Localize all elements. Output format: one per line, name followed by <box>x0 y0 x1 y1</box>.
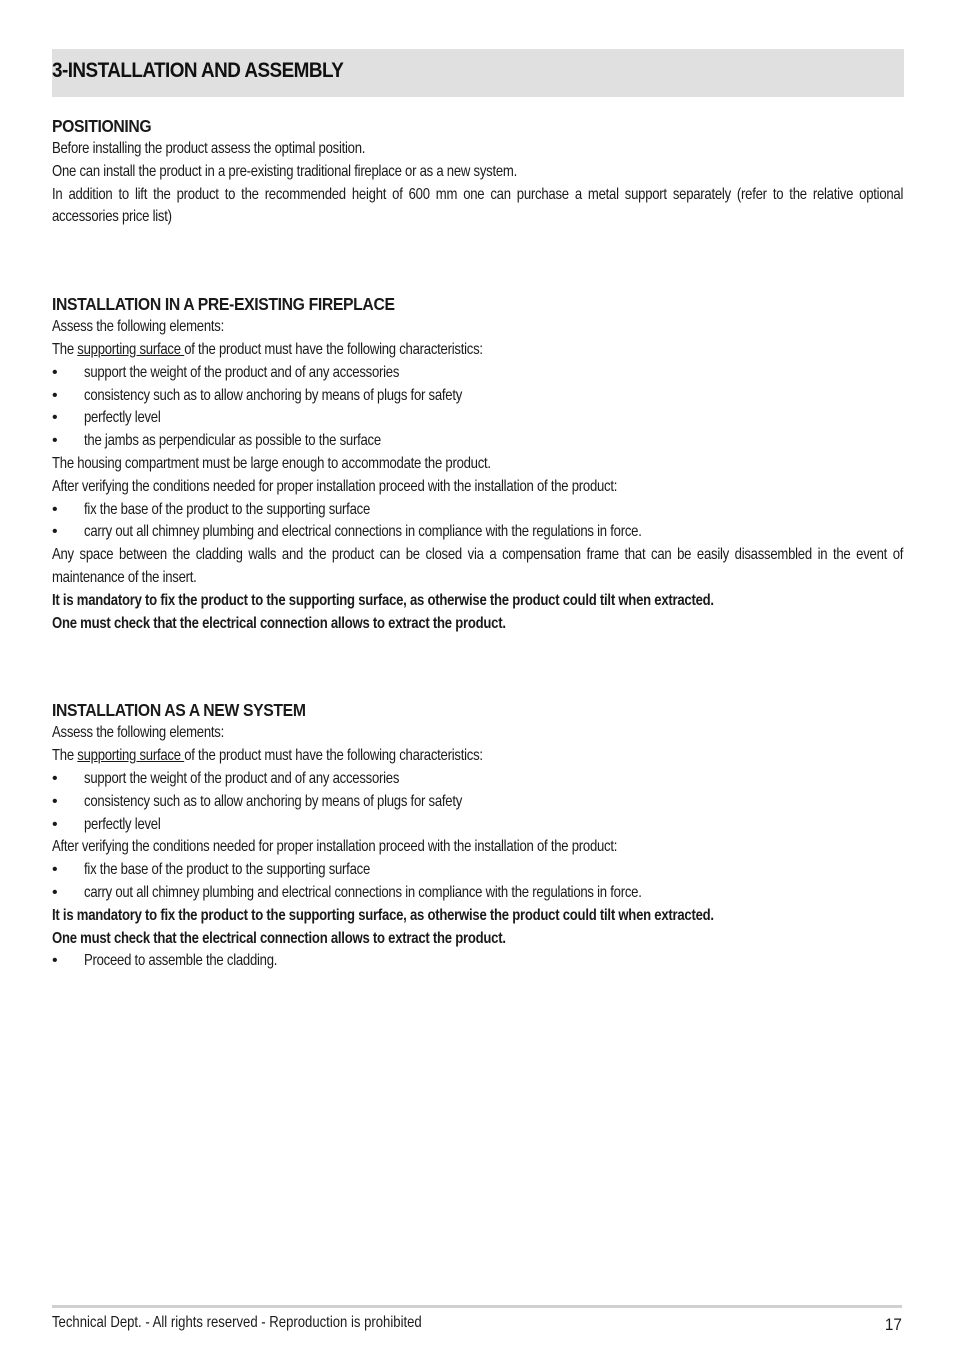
section-title-bar <box>52 49 904 97</box>
bullet-icon: • <box>52 883 58 901</box>
text-line: One can install the product in a pre-existing traditional fireplace or as a new system. <box>52 162 518 180</box>
list-item-text: fix the base of the product to the supporting surface <box>84 861 371 879</box>
bullet-icon: • <box>52 432 58 450</box>
bullet-icon: • <box>52 386 58 404</box>
list-item <box>52 521 904 544</box>
text-line <box>52 745 751 768</box>
text-line: Before installing the product assess the optimal position. <box>52 140 366 157</box>
text-paragraph: Any space between the cladding walls and the product can be closed via a compensation frame that can be easily disassembled in the event of maintenance of the insert. <box>52 546 904 586</box>
pre-existing-fireplace-section <box>52 292 904 635</box>
list-item-text: consistency such as to allow anchoring by means of plugs for safety <box>84 386 463 404</box>
document-body <box>52 114 904 973</box>
list-item-text: perfectly level <box>84 409 161 427</box>
text-line: After verifying the conditions needed for proper installation proceed with the installation of the product: <box>52 477 618 495</box>
warning-text: It is mandatory to fix the product to the supporting surface, as otherwise the product could tilt when extracted. <box>52 591 714 609</box>
list-item-text: perfectly level <box>84 815 161 833</box>
text-fragment: The <box>52 747 78 765</box>
list-item-text: the jambs as perpendicular as possible to the surface <box>84 432 381 450</box>
section-heading-new-system: INSTALLATION AS A NEW SYSTEM <box>52 700 306 721</box>
list-item <box>52 882 904 905</box>
list-item <box>52 768 904 791</box>
new-system-section <box>52 698 904 973</box>
underlined-term: supporting surface <box>77 340 185 358</box>
bullet-icon: • <box>52 861 58 879</box>
text-line: After verifying the conditions needed for proper installation proceed with the installation of the product: <box>52 838 618 856</box>
list-item-text: carry out all chimney plumbing and electrical connections in compliance with the regulations in force. <box>84 883 642 901</box>
footer-divider <box>52 1305 902 1308</box>
text-line <box>52 339 751 362</box>
bullet-icon: • <box>52 500 58 518</box>
list-item <box>52 385 904 408</box>
text-fragment: of the product must have the following characteristics: <box>184 340 483 358</box>
text-line: The housing compartment must be large enough to accommodate the product. <box>52 454 491 472</box>
text-fragment: of the product must have the following characteristics: <box>184 747 483 765</box>
bullet-icon: • <box>52 409 58 427</box>
warning-text: One must check that the electrical connection allows to extract the product. <box>52 614 506 632</box>
bullet-icon: • <box>52 363 58 381</box>
list-item <box>52 499 904 522</box>
text-line: Assess the following elements: <box>52 318 225 336</box>
page-number: 17 <box>884 1315 902 1334</box>
list-item-text: consistency such as to allow anchoring by means of plugs for safety <box>84 792 463 810</box>
page-title: 3-INSTALLATION AND ASSEMBLY <box>52 59 344 82</box>
spacer <box>52 635 904 698</box>
list-item-text: support the weight of the product and of any accessories <box>84 769 400 787</box>
list-item <box>52 814 904 837</box>
list-item-text: Proceed to assemble the cladding. <box>84 952 278 970</box>
list-item-text: carry out all chimney plumbing and electrical connections in compliance with the regulations in force. <box>84 523 642 541</box>
bullet-icon: • <box>52 815 58 833</box>
text-fragment: The <box>52 340 78 358</box>
bullet-icon: • <box>52 523 58 541</box>
underlined-term: supporting surface <box>77 747 185 765</box>
list-item <box>52 362 904 385</box>
section-heading-positioning: POSITIONING <box>52 116 152 136</box>
text-line: Assess the following elements: <box>52 724 225 742</box>
bullet-icon: • <box>52 792 58 810</box>
list-item <box>52 430 904 453</box>
spacer <box>52 229 904 292</box>
text-paragraph: In addition to lift the product to the recommended height of 600 mm one can purchase a metal support separately (refer to the relative optional accessories price list) <box>52 185 904 226</box>
section-heading-pre-existing: INSTALLATION IN A PRE-EXISTING FIREPLACE <box>52 294 395 315</box>
list-item <box>52 859 904 882</box>
footer-text: Technical Dept. - All rights reserved - Reproduction is prohibited <box>52 1314 422 1331</box>
bullet-icon: • <box>52 769 58 787</box>
warning-text: One must check that the electrical connection allows to extract the product. <box>52 929 506 947</box>
positioning-section <box>52 114 904 229</box>
list-item <box>52 950 904 973</box>
bullet-icon: • <box>52 952 58 970</box>
warning-text: It is mandatory to fix the product to the supporting surface, as otherwise the product could tilt when extracted. <box>52 906 714 924</box>
list-item-text: support the weight of the product and of any accessories <box>84 363 400 381</box>
list-item <box>52 407 904 430</box>
list-item <box>52 791 904 814</box>
list-item-text: fix the base of the product to the supporting surface <box>84 500 371 518</box>
